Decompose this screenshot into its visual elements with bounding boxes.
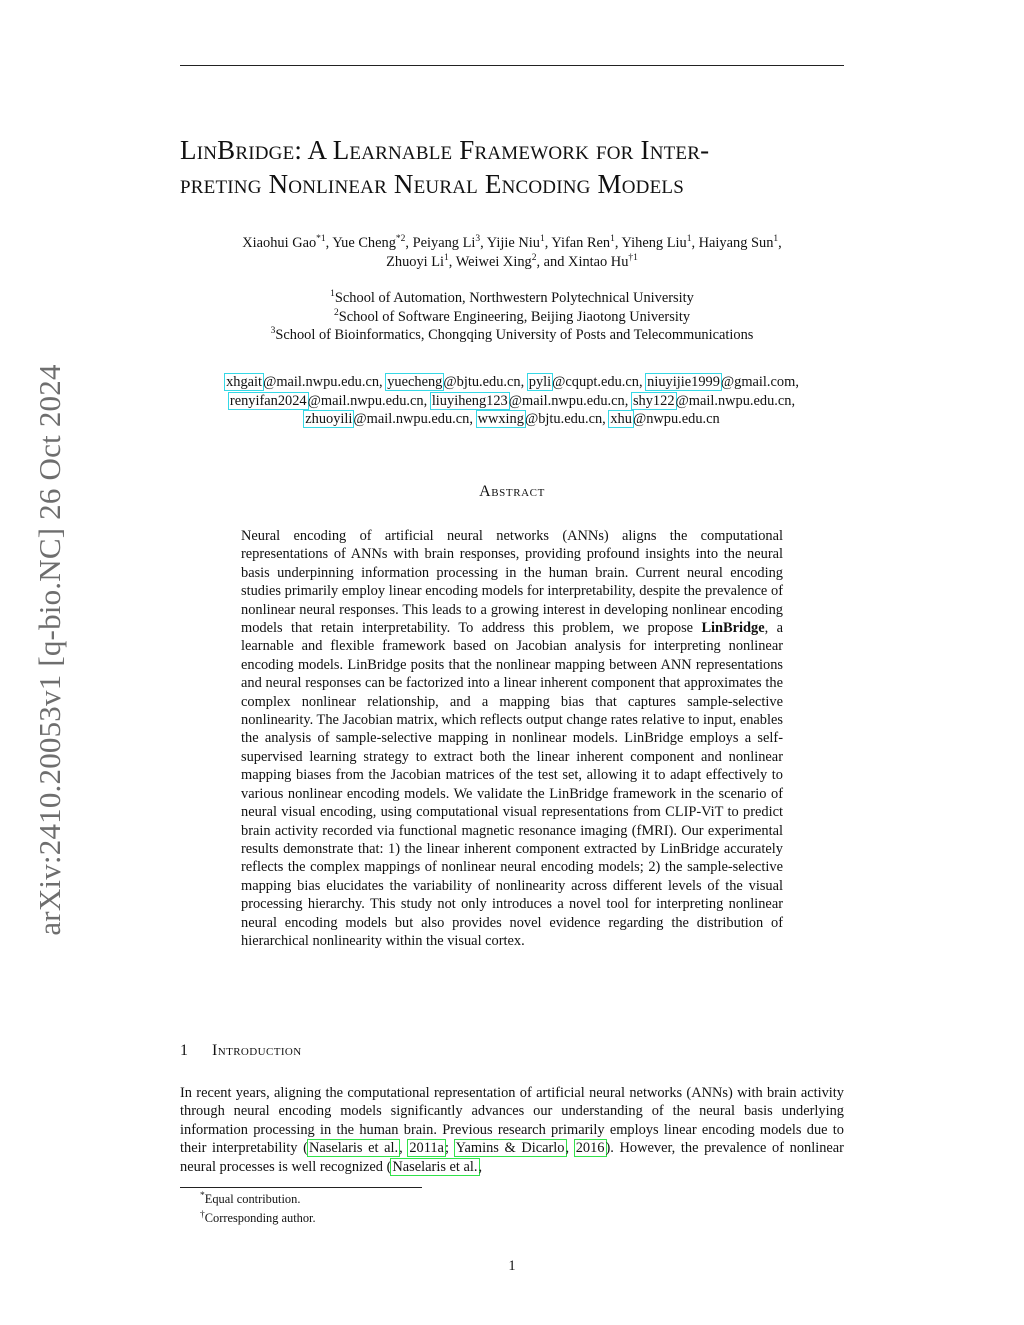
section-title: Introduction bbox=[212, 1042, 302, 1059]
author: Haiyang Sun$^1$ bbox=[698, 234, 779, 251]
email-link[interactable]: niuyijie1999 bbox=[647, 374, 720, 390]
author: Xiaohui Gao$^{*1}$ bbox=[242, 234, 326, 251]
email-link[interactable]: liuyiheng123 bbox=[431, 392, 508, 409]
footnote: *Equal contribution. bbox=[200, 1190, 301, 1206]
affiliation-list bbox=[180, 289, 844, 345]
email-link[interactable]: renyifan2024 bbox=[229, 392, 307, 409]
abstract-body: Neural encoding of artificial neural networks (ANNs) aligns the computational representations of ANNs with brain responses, providing profound insights into the neural basis underpinning information processing in the human brain. Current neural encoding studies primarily employ linear encoding models for interpretability, despite the prevalence of nonlinear neural responses. This leads to a growing interest in developing nonlinear encoding models that retain interpretability. To address this problem, we propose LinBridge, a learnable and flexible framework based on Jacobian analysis for interpreting nonlinear encoding models. LinBridge posits that the nonlinear mapping between ANN representations and neural responses can be factorized into a linear inherent component that approximates the complex nonlinear relationship, and a mapping bias that captures sample-selective nonlinearity. The Jacobian matrix, which reflects output change rates relative to input, enables the analysis of sample-selective mapping in nonlinear models. LinBridge employs a self-supervised learning strategy to extract both the linear inherent component and nonlinear mapping biases from the Jacobian matrices of the test set, allowing it to adapt effectively to various nonlinear encoding models. We validate the LinBridge framework in the scenario of neural visual encoding, using computational visual representations from CLIP-ViT to predict brain activity recorded via functional magnetic resonance imaging (fMRI). Our experimental results demonstrate that: 1) the linear inherent component extracted by LinBridge accurately reflects the complex mappings of nonlinear neural encoding models; 2) the sample-selective mapping bias elucidates the variability of nonlinearity across different levels of the visual processing hierarchy. This study not only introduces a novel tool for interpreting nonlinear neural encoding models but also provides novel evidence regarding the distribution of hierarchical nonlinearity within the visual cortex. bbox=[241, 528, 783, 949]
paper-title bbox=[180, 133, 844, 201]
author: Yifan Ren$^1$ bbox=[551, 234, 615, 251]
affiliation: $^3$School of Bioinformatics, Chongqing University of Posts and Telecommunications bbox=[270, 326, 754, 344]
email-link[interactable]: xhu bbox=[610, 411, 632, 427]
affiliation: $^2$School of Software Engineering, Beijing Jiaotong University bbox=[333, 307, 691, 325]
title-line-1: LinBridge: A Learnable Framework for Inter- bbox=[180, 135, 710, 165]
citation-link[interactable]: 2011a bbox=[409, 1140, 444, 1157]
citation-link[interactable]: Naselaris et al. bbox=[308, 1140, 399, 1157]
email-link[interactable]: zhuoyili bbox=[305, 411, 353, 427]
email-link[interactable]: wwxing bbox=[477, 411, 524, 427]
footnote: †Corresponding author. bbox=[200, 1209, 316, 1225]
page-number: 1 bbox=[508, 1258, 516, 1274]
author: Zhuoyi Li$^1$ bbox=[386, 253, 449, 270]
email-link[interactable]: xhgait bbox=[226, 374, 263, 390]
email-link[interactable]: yuecheng bbox=[387, 374, 443, 390]
citation-link[interactable]: 2016 bbox=[575, 1140, 605, 1157]
citation-link[interactable]: Naselaris et al. bbox=[392, 1158, 478, 1175]
email-line-1: xhgait@mail.nwpu.edu.cn, yuecheng@bjtu.edu.cn, pyli@cqupt.edu.cn, niuyijie1999@gmail.com, bbox=[226, 374, 799, 390]
section-number: 1 bbox=[180, 1042, 189, 1059]
author: Yijie Niu$^1$ bbox=[486, 234, 545, 251]
citation-link[interactable]: Yamins & Dicarlo bbox=[455, 1140, 565, 1157]
section-heading-introduction bbox=[180, 1042, 844, 1060]
footnotes bbox=[200, 1190, 316, 1227]
email-link[interactable]: pyli bbox=[528, 374, 552, 390]
author: Yiheng Liu$^1$ bbox=[621, 234, 692, 251]
email-link[interactable]: shy122 bbox=[632, 392, 675, 409]
author-line-2: Zhuoyi Li$^1$, Weiwei Xing$^2$, and Xintao Hu$^{\dagger 1}$ bbox=[386, 253, 638, 270]
top-rule bbox=[180, 65, 844, 66]
author-list bbox=[180, 234, 844, 272]
email-line-2: renyifan2024@mail.nwpu.edu.cn, liuyiheng123@mail.nwpu.edu.cn, shy122@mail.nwpu.edu.cn, bbox=[229, 392, 796, 409]
framework-name: LinBridge bbox=[701, 620, 765, 637]
author: Yue Cheng$^{*2}$ bbox=[332, 234, 406, 251]
author-line-1: Xiaohui Gao$^{*1}$, Yue Cheng$^{*2}$, Peiyang Li$^3$, Yijie Niu$^1$, Yifan Ren$^1$, Yiheng Liu$^1$, Haiyang Sun$^1$, bbox=[242, 234, 782, 251]
email-list bbox=[180, 373, 844, 429]
abstract-heading: Abstract bbox=[479, 483, 545, 500]
affiliation: $^1$School of Automation, Northwestern Polytechnical University bbox=[330, 289, 694, 306]
author: Peiyang Li$^3$ bbox=[412, 234, 481, 251]
email-line-3: zhuoyili@mail.nwpu.edu.cn, wwxing@bjtu.edu.cn, xhu@nwpu.edu.cn bbox=[305, 411, 720, 427]
arxiv-stamp-text[interactable]: arXiv:2410.20053v1 [q-bio.NC] 26 Oct 2024 bbox=[32, 364, 67, 936]
introduction-paragraph: In recent years, aligning the computational representation of artificial neural networks (ANNs) with brain activity through neural encoding models significantly advances our understanding of the neural basis underlying information processing in the human brain. Previous research primarily employs linear encoding models due to their interpretability (Naselaris et al., 2011a; Yamins & Dicarlo, 2016). However, the prevalence of nonlinear neural processes is well recognized (Naselaris et al., bbox=[180, 1085, 844, 1175]
title-line-2: preting Nonlinear Neural Encoding Models bbox=[180, 169, 684, 199]
author: and Xintao Hu$^{\dagger 1}$ bbox=[543, 253, 638, 270]
author: Weiwei Xing$^2$ bbox=[455, 253, 537, 270]
footnote-rule bbox=[180, 1187, 422, 1188]
